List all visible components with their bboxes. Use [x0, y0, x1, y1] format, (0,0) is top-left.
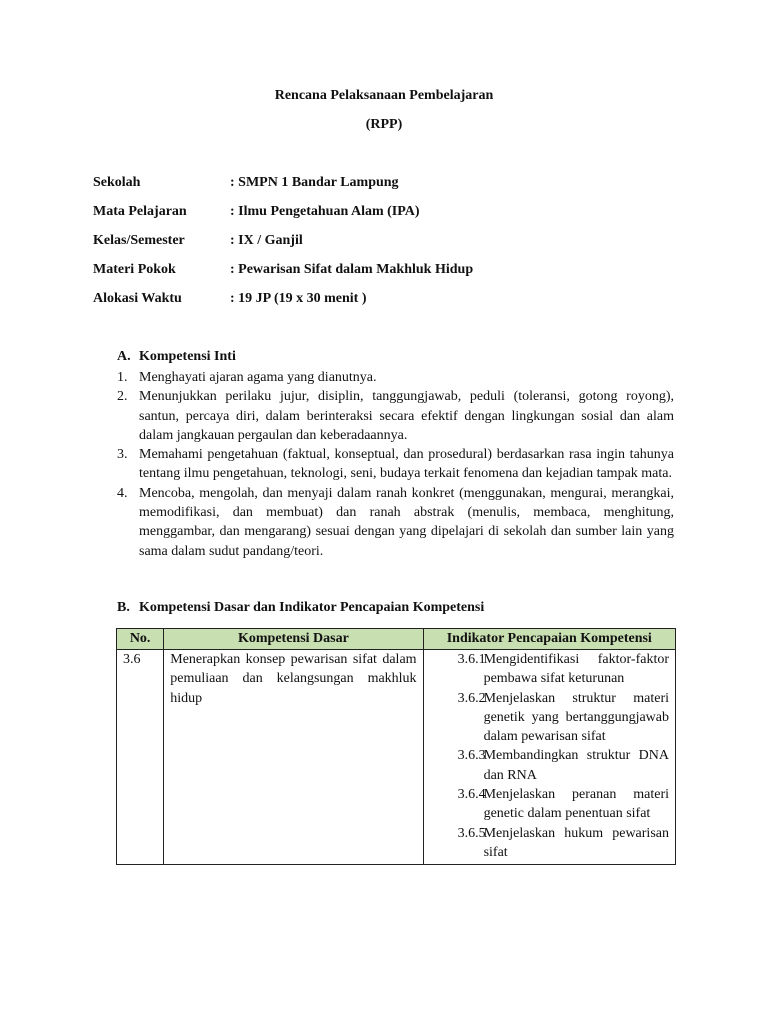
- list-item: [117, 387, 674, 445]
- indicator-text: Mengidentifikasi faktor-faktor pembawa sifat keturunan: [483, 652, 669, 687]
- identity-label: Materi Pokok: [93, 262, 176, 277]
- cell-no: 3.6: [117, 650, 164, 865]
- section-letter: A.: [117, 349, 131, 364]
- indicator-text: Menjelaskan hukum pewarisan sifat: [483, 825, 669, 860]
- identity-label: Alokasi Waktu: [93, 291, 182, 306]
- list-number: 3.: [117, 447, 128, 463]
- indicator-code: 3.6.5: [457, 825, 486, 841]
- list-item: [117, 484, 674, 561]
- indicator-code: 3.6.3: [457, 748, 486, 764]
- identity-value: : 19 JP (19 x 30 menit ): [230, 291, 367, 306]
- list-text: Menghayati ajaran agama yang dianutnya.: [139, 370, 377, 385]
- list-item: [117, 368, 674, 387]
- cell-kompetensi-dasar: [164, 650, 423, 865]
- list-number: 2.: [117, 389, 128, 405]
- indicator-text: Menjelaskan struktur materi genetik yang bertanggungjawab dalam pewarisan sifat: [483, 690, 669, 745]
- list-text: Menunjukkan perilaku jujur, disiplin, tanggungjawab, peduli (toleransi, gotong royong), santun, percaya diri, dalam berinteraksi secara efektif dengan lingkungan sosial dan alam dalam jangkauan pergaulan dan keberadaannya.: [139, 389, 674, 443]
- indicator-code: 3.6.2: [457, 690, 486, 706]
- identity-value: : IX / Ganjil: [230, 233, 303, 248]
- identity-row-subject: [93, 204, 473, 233]
- identity-label: Sekolah: [93, 175, 141, 190]
- list-number: 1.: [117, 370, 128, 385]
- section-title: Kompetensi Dasar dan Indikator Pencapaian Kompetensi: [139, 600, 485, 615]
- indicator-item: [430, 689, 669, 747]
- identity-label: Mata Pelajaran: [93, 204, 187, 219]
- kompetensi-inti-list: [117, 368, 674, 561]
- identity-block: [93, 175, 473, 320]
- identity-value: : SMPN 1 Bandar Lampung: [230, 175, 399, 190]
- table-row: [117, 650, 676, 865]
- indicator-item: [430, 650, 669, 689]
- kd-text: Menerapkan konsep pewarisan sifat dalam pemuliaan dan kelangsungan makhluk hidup: [170, 652, 417, 706]
- section-letter: B.: [117, 600, 130, 615]
- indicator-code: 3.6.1: [457, 652, 486, 667]
- indicator-text: Membandingkan struktur DNA dan RNA: [483, 748, 669, 783]
- identity-value: : Ilmu Pengetahuan Alam (IPA): [230, 204, 420, 219]
- indicator-item: [430, 746, 669, 785]
- indicator-list: [430, 650, 669, 864]
- list-text: Memahami pengetahuan (faktual, konseptual, dan prosedural) berdasarkan rasa ingin tahunya tentang ilmu pengetahuan, teknologi, seni, budaya terkait fenomena dan kejadian tampak mata.: [139, 447, 674, 482]
- identity-label: Kelas/Semester: [93, 233, 185, 248]
- header-kompetensi-dasar: Kompetensi Dasar: [164, 629, 423, 650]
- section-title: Kompetensi Inti: [139, 349, 236, 364]
- table-header-row: [117, 629, 676, 650]
- identity-row-time: [93, 291, 473, 320]
- document-title: Rencana Pelaksanaan Pembelajaran: [274, 88, 494, 103]
- list-text: Mencoba, mengolah, dan menyaji dalam ranah konkret (menggunakan, mengurai, merangkai, memodifikasi, dan membuat) dan ranah abstrak (menulis, membaca, menghitung, menggambar, dan mengarang) sesuai dengan yang dipelajari di sekolah dan sumber lain yang sama dalam sudut pandang/teori.: [139, 485, 674, 559]
- header-no: No.: [117, 629, 164, 650]
- document-subtitle: (RPP): [365, 117, 403, 132]
- header-indikator: Indikator Pencapaian Kompetensi: [423, 629, 675, 650]
- section-b-heading: [117, 600, 484, 616]
- indicator-code: 3.6.4: [457, 787, 486, 803]
- indicator-item: [430, 785, 669, 824]
- cell-indikator: [423, 650, 675, 865]
- identity-row-topic: [93, 262, 473, 291]
- list-number: 4.: [117, 485, 128, 501]
- section-a-heading: [117, 349, 236, 365]
- indicator-text: Menjelaskan peranan materi genetic dalam penentuan sifat: [483, 787, 669, 822]
- indicator-item: [430, 824, 669, 863]
- identity-row-class: [93, 233, 473, 262]
- identity-row-school: [93, 175, 473, 204]
- list-item: [117, 445, 674, 484]
- competency-table: [116, 628, 676, 865]
- identity-value: : Pewarisan Sifat dalam Makhluk Hidup: [230, 262, 474, 277]
